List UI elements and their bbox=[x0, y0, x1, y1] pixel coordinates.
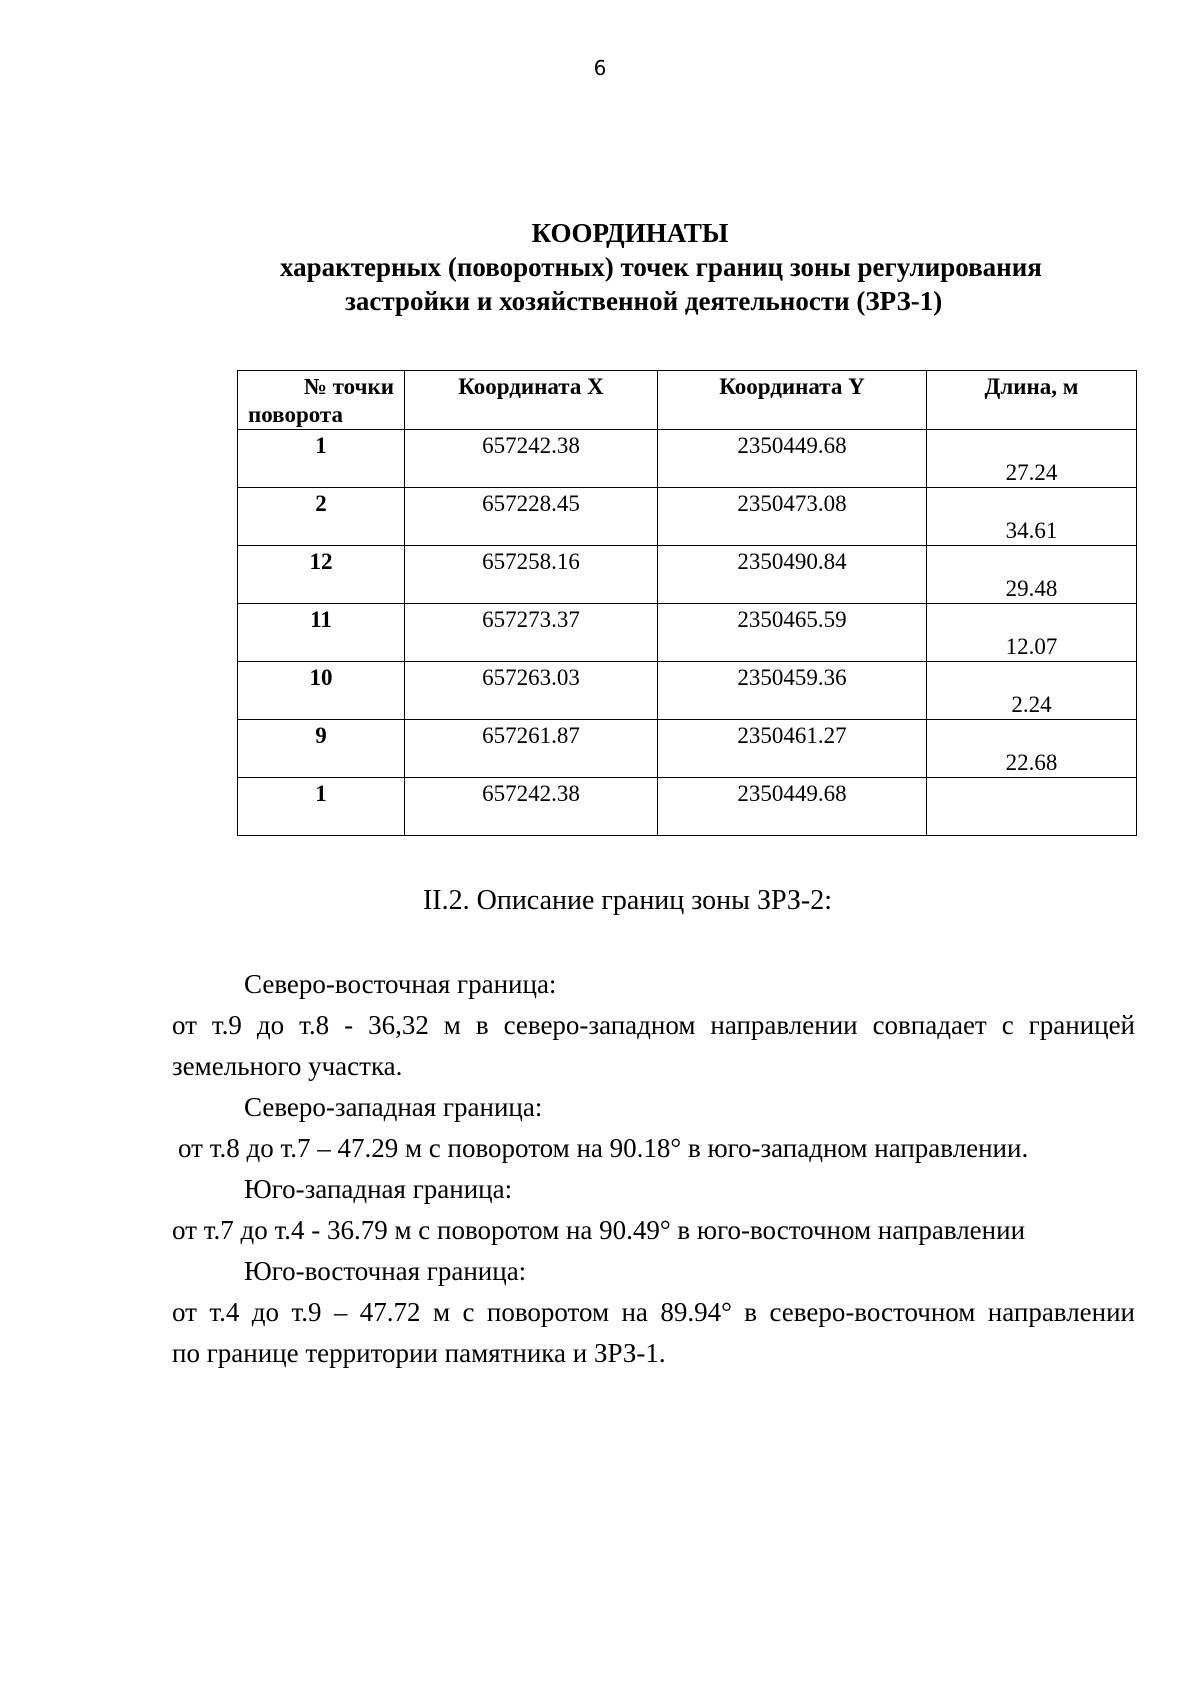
header-point bbox=[238, 371, 405, 430]
cell-length: 12.07 bbox=[927, 604, 1137, 662]
coordinates-table bbox=[237, 370, 1137, 836]
cell-y: 2350461.27 bbox=[658, 720, 927, 778]
nw-text-line1: от т.8 до т.7 – 47.29 м с поворотом на 90.18° в юго-западном направлении. bbox=[178, 1133, 1029, 1163]
cell-y: 2350490.84 bbox=[658, 546, 927, 604]
boundary-description bbox=[172, 964, 1135, 1374]
cell-x: 657242.38 bbox=[405, 778, 658, 836]
cell-y: 2350459.36 bbox=[658, 662, 927, 720]
sw-text-line1: от т.7 до т.4 - 36.79 м с поворотом на 90.49° в юго-восточном направлении bbox=[172, 1215, 1026, 1245]
header-x: Координата X bbox=[405, 371, 658, 430]
table-row bbox=[238, 430, 1137, 488]
table-row bbox=[238, 778, 1137, 836]
header-point-line2: поворота bbox=[248, 402, 344, 427]
cell-point: 9 bbox=[238, 720, 405, 778]
table-row bbox=[238, 488, 1137, 546]
sw-heading: Юго-западная граница: bbox=[244, 1174, 513, 1204]
cell-x: 657273.37 bbox=[405, 604, 658, 662]
cell-point: 10 bbox=[238, 662, 405, 720]
section-title: II.2. Описание границ зоны ЗРЗ-2: bbox=[422, 885, 833, 916]
table-row bbox=[238, 546, 1137, 604]
table-row bbox=[238, 662, 1137, 720]
ne-heading: Северо-восточная граница: bbox=[244, 969, 557, 999]
title-line-2: характерных (поворотных) точек границ зоны регулирования bbox=[280, 252, 1042, 282]
se-text-line2: по границе территории памятника и ЗРЗ-1. bbox=[172, 1338, 666, 1368]
header-y: Координата Y bbox=[658, 371, 927, 430]
table-row bbox=[238, 720, 1137, 778]
header-length: Длина, м bbox=[927, 371, 1137, 430]
cell-length: 34.61 bbox=[927, 488, 1137, 546]
table-header-row bbox=[238, 371, 1137, 430]
cell-y: 2350449.68 bbox=[658, 430, 927, 488]
cell-point: 12 bbox=[238, 546, 405, 604]
cell-y: 2350465.59 bbox=[658, 604, 927, 662]
ne-text-line1: от т.9 до т.8 - 36,32 м в северо-западном направлении совпадает с границей bbox=[172, 1010, 1135, 1040]
cell-x: 657263.03 bbox=[405, 662, 658, 720]
header-point-line1: № точки bbox=[303, 374, 394, 399]
cell-y: 2350473.08 bbox=[658, 488, 927, 546]
cell-length: 29.48 bbox=[927, 546, 1137, 604]
cell-length: 27.24 bbox=[927, 430, 1137, 488]
title-line-1: КООРДИНАТЫ bbox=[531, 218, 729, 248]
cell-x: 657261.87 bbox=[405, 720, 658, 778]
cell-x: 657242.38 bbox=[405, 430, 658, 488]
ne-text-line2: земельного участка. bbox=[172, 1051, 403, 1081]
nw-heading: Северо-западная граница: bbox=[244, 1092, 543, 1122]
se-heading: Юго-восточная граница: bbox=[244, 1256, 527, 1286]
cell-point: 1 bbox=[238, 430, 405, 488]
title-line-3: застройки и хозяйственной деятельности (ЗРЗ-1) bbox=[345, 286, 943, 316]
cell-point: 1 bbox=[238, 778, 405, 836]
page-number: 6 bbox=[593, 56, 607, 80]
document-title bbox=[0, 216, 1200, 318]
cell-point: 11 bbox=[238, 604, 405, 662]
cell-y: 2350449.68 bbox=[658, 778, 927, 836]
cell-length: 22.68 bbox=[927, 720, 1137, 778]
cell-x: 657228.45 bbox=[405, 488, 658, 546]
cell-length: 2.24 bbox=[927, 662, 1137, 720]
table-row bbox=[238, 604, 1137, 662]
cell-length bbox=[927, 778, 1137, 836]
cell-point: 2 bbox=[238, 488, 405, 546]
cell-x: 657258.16 bbox=[405, 546, 658, 604]
se-text-line1: от т.4 до т.9 – 47.72 м с поворотом на 89.94° в северо-восточном направлении bbox=[172, 1297, 1135, 1327]
